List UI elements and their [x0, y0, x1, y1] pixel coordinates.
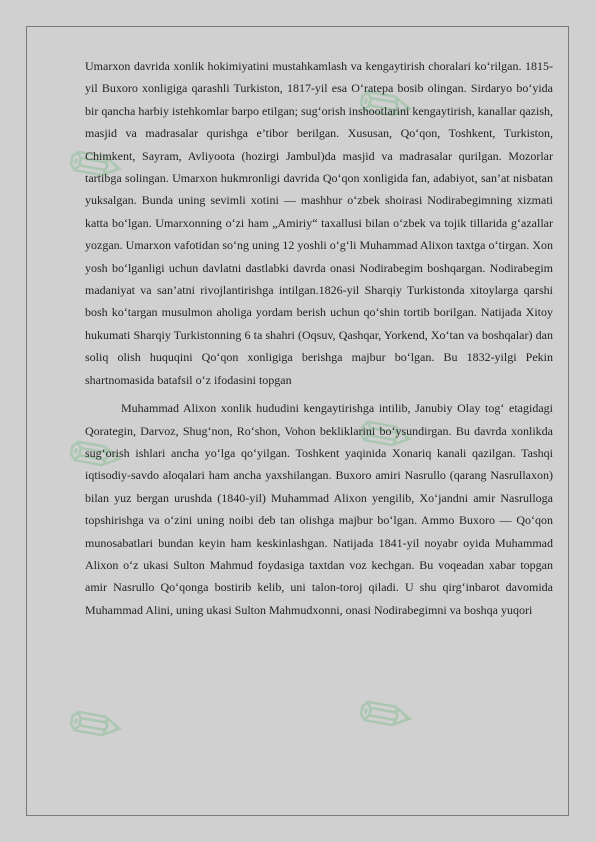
- watermark-logo: ✎: [343, 61, 430, 153]
- watermark-logo: ✎: [53, 681, 140, 773]
- watermark-logo: ✎: [53, 121, 140, 213]
- paragraph: Umarxon davrida xonlik hokimiyatini mustahkamlash va kengaytirish choralari ko‘rilgan. 1815-yil Buxoro xonligiga qarashli Turkiston, 1817-yil esa O‘ratepa bosib olingan. Sirdaryo bo‘yida bir qancha harbiy istehkomlar barpo etilgan; sug‘orish inshootlarini kengaytirish, kanallar qazish, masjid va madrasalar qurishga e’tibor berilgan. Xususan, Qo‘qon, Toshkent, Turkiston, Chimkent, Sayram, Avliyoota (hozirgi Jambul)da masjid va madrasalar qurilgan. Mozorlar tartibga solingan. Umarxon hukmronligi davrida Qo‘qon xonligida fan, adabiyot, san’at nisbatan yuksalgan. Bunda uning sevimli xotini — mashhur o‘zbek shoirasi Nodirabegimning xizmati katta bo‘lgan. Umarxonning o‘zi ham „Amiriy“ taxallusi bilan o‘zbek va tojik tillarida g‘azallar yozgan. Umarxon vafotidan so‘ng uning 12 yoshli o‘g‘li Muhammad Alixon taxtga o‘tirgan. Xon yosh bo‘lganligi uchun davlatni dastlabki davrda onasi Nodirabegim boshqargan. Nodirabegim madaniyat va san’atni rivojlantirishga intilgan.1826-yil Sharqiy Turkistonda xitoylarga qarshi bosh ko‘targan musulmon aholiga yordam berish uchun qo‘shin tortib borilgan. Natijada Xitoy hukumati Sharqiy Turkistonning 6 ta shahri (Oqsuv, Qashqar, Yorkend, Xo‘tan va boshqalar) dan soliq olish huquqini Qo‘qon xonligiga berishga majbur bo‘lgan. Bu 1832-yilgi Pekin shartnomasida batafsil o‘z ifodasini topgan: [85, 59, 553, 387]
- paragraph: Muhammad Alixon xonlik hududini kengaytirishga intilib, Janubiy Olay tog‘ etagidagi Qorategin, Darvoz, Shug‘non, Ro‘shon, Vohon bekliklarini bo‘ysundirgan. Bu davrda xonlikda sug‘orish ishlari ancha yo‘lga qo‘yilgan. Toshkent yaqinida Xonariq kanali qazilgan. Tashqi iqtisodiy-savdo aloqalari ham ancha yaxshilangan. Buxoro amiri Nasrullo (qarang Nasrullaxon) bilan yuz bergan urushda (1840-yil) Muhammad Alixon yengilib, Xo‘jandni amir Nasrulloga topshirishga va o‘zini uning noibi deb tan olishga majbur bo‘lgan. Ammo Buxoro — Qo‘qon munosabatlari bundan keyin ham keskinlashgan. Natijada 1841-yil noyabr oyida Muhammad Alixon o‘z ukasi Sulton Mahmud foydasiga taxtdan voz kechgan. Bu voqeadan xabar topgan amir Nasrullo Qo‘qonga bostirib kelib, uni talon-toroj qiladi. U shu qirg‘inbarot davomida Muhammad Alini, uning ukasi Sulton Mahmudxonni, onasi Nodirabegimni va boshqa yuqori: [85, 401, 553, 617]
- watermark-logo: ✎: [53, 411, 140, 503]
- watermark-logo: ✎: [343, 391, 430, 483]
- document-body: [85, 55, 553, 621]
- watermark-logo: ✎: [343, 671, 430, 763]
